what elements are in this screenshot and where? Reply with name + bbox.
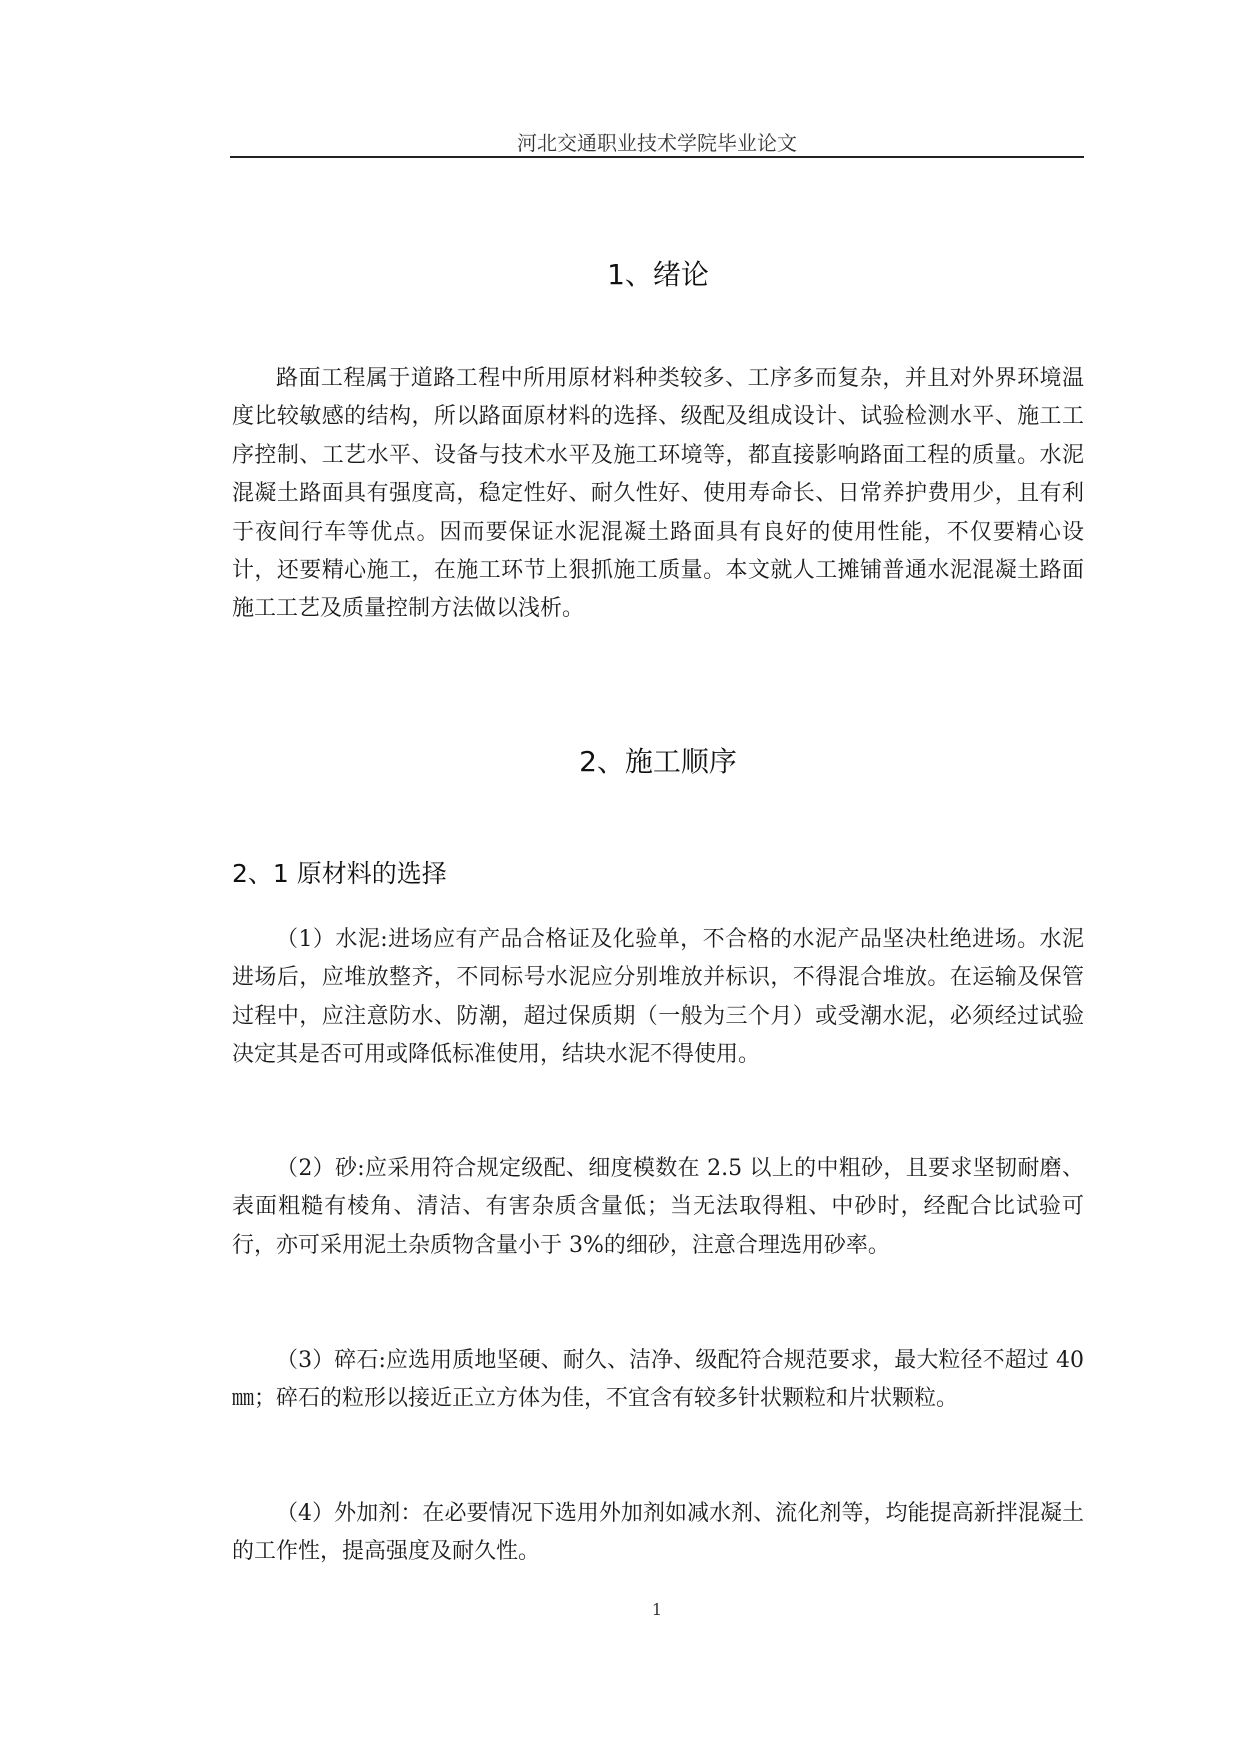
page-header: 河北交通职业技术学院毕业论文 <box>517 131 797 155</box>
section-title-introduction: 1、绪论 <box>607 258 709 291</box>
subsection-title-raw-materials: 2、1 原材料的选择 <box>232 859 447 888</box>
header-rule <box>230 156 1084 158</box>
paragraph-gravel: （3）碎石:应选用质地坚硬、耐久、洁净、级配符合规范要求，最大粒径不超过 40㎜；碎石的粒形以接近正立方体为佳，不宜含有较多针状颗粒和片状颗粒。 <box>232 1348 1084 1412</box>
paragraph-sand: （2）砂:应采用符合规定级配、细度模数在 2.5 以上的中粗砂，且要求坚韧耐磨、表面粗糙有棱角、清洁、有害杂质含量低；当无法取得粗、中砂时，经配合比试验可行，亦可采用泥土杂质物含量小于 3%的细砂，注意合理选用砂率。 <box>232 1156 1084 1258</box>
section-title-construction-sequence: 2、施工顺序 <box>579 745 737 778</box>
paragraph-introduction: 路面工程属于道路工程中所用原材料种类较多、工序多而复杂，并且对外界环境温度比较敏感的结构，所以路面原材料的选择、级配及组成设计、试验检测水平、施工工序控制、工艺水平、设备与技术水平及施工环境等，都直接影响路面工程的质量。水泥混凝土路面具有强度高，稳定性好、耐久性好、使用寿命长、日常养护费用少，且有利于夜间行车等优点。因而要保证水泥混凝土路面具有良好的使用性能，不仅要精心设计，还要精心施工，在施工环节上狠抓施工质量。本文就人工摊铺普通水泥混凝土路面施工工艺及质量控制方法做以浅析。 <box>232 366 1084 622</box>
paragraph-cement: （1）水泥:进场应有产品合格证及化验单，不合格的水泥产品坚决杜绝进场。水泥进场后，应堆放整齐，不同标号水泥应分别堆放并标识，不得混合堆放。在运输及保管过程中，应注意防水、防潮，超过保质期（一般为三个月）或受潮水泥，必须经过试验决定其是否可用或降低标准使用，结块水泥不得使用。 <box>232 927 1084 1068</box>
paragraph-admixture: （4）外加剂：在必要情况下选用外加剂如减水剂、流化剂等，均能提高新拌混凝土的工作性，提高强度及耐久性。 <box>232 1501 1084 1565</box>
page-number: 1 <box>651 1600 663 1619</box>
